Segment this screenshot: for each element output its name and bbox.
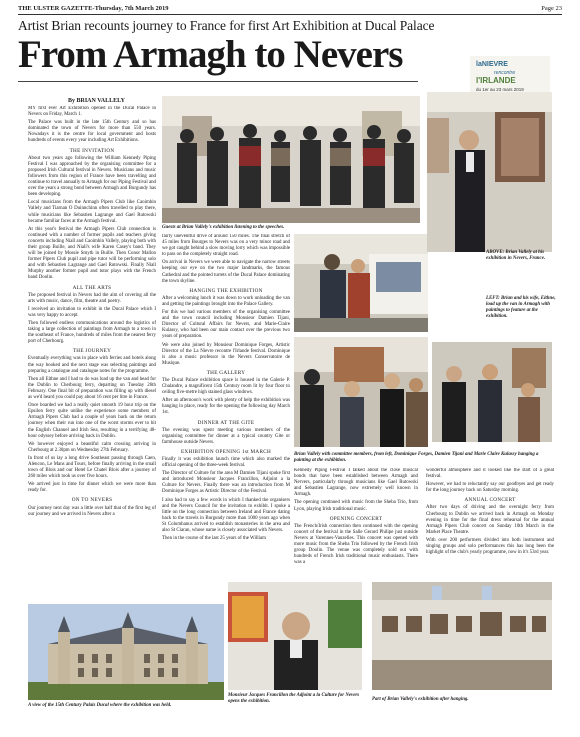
paragraph: Then all Eithne and I had to do was load up the van and head for the Dublin to Cherbourg ferry, departing on Tuesday 26th February. One final bit of preparation was filling up with diesel as we'd heard you could pay about 16 cent per litre in France. [28, 376, 156, 401]
section-heading: OPENING CONCERT [329, 515, 383, 522]
masthead-page-number: Page 23 [541, 5, 562, 12]
article-column-3 [294, 468, 418, 590]
section-heading: ON TO NEVERS [71, 497, 113, 504]
paragraph: Finally it was exhibition launch time which also marked the official opening of the three-week festival. [162, 457, 290, 469]
paragraph: The Director of Culture for the area M Damien Tijani spoke first and introduced Monsieur Jacques Francillon, Adjoint a la Culture for Nevers. Finally there was an introduction from M Dominique Forges as Artistic Director of the Festival. [162, 471, 290, 495]
headline-rule [18, 81, 418, 82]
paragraph: The Palace was built in the late 15th Century and so has dominated the town of Nevers for more than 550 years. Nowadays it is the centre for local government and hosts hundreds of events every year including Art Exhibitions. [28, 120, 156, 144]
photo-brian-exhibition [427, 92, 552, 252]
poster-dates: du 1er au 23 mars 2019 [476, 87, 524, 92]
photo-ducal-palace [28, 604, 224, 700]
paragraph: fairly uneventful drive of around 150 miles. The final stretch of 45 miles from Bourges to Nevers was on a very minor road and we got caught behind a slow moving lorry which was impossible to pass on the completely straight road. [162, 234, 290, 258]
photo-van-loading [294, 234, 428, 332]
section-heading: EXHIBITION OPENING 1st MARCH [180, 448, 272, 455]
paragraph: Then in the course of the last 25 years of the William [162, 536, 266, 542]
paragraph: Local musicians from the Armagh Pipers Club like Caoimhin Vallely and Tiarnan O Duinnchinn often travelled to play there, while musicians like Sebastien Lagrange and Gael Rutowski became familiar faces at the Armagh festival. [28, 200, 156, 224]
section-heading: ANNUAL CONCERT [464, 497, 516, 504]
section-heading: THE INVITATION [69, 147, 115, 154]
photo-gallery [372, 582, 552, 690]
article-column-2 [162, 234, 290, 588]
caption-francillon: Monsieur Jacques Francillon the Adjoint a la Culture for Nevers opens the exhibition. [228, 693, 360, 704]
caption-palace: A view of the 15th Century Palais Ducal where the exhibition was held. [28, 703, 172, 708]
paragraph: We arrived just in time for dinner which we were more than ready for. [28, 482, 156, 494]
paragraph: I received an invitation to exhibit in the Ducal Palace which I was very happy to accept. [28, 306, 156, 318]
paragraph: Once boarded we had a really quiet smooth 19 hour trip on the Epsilon ferry quite unlike the experience some members of Armagh Pipers Club had a couple of years back on the return journey when their run into one of the worst storms ever to hit the English Channel and Irish Sea, resulting in a terrifying 48-hour odyssey before arriving back in Dublin. [28, 403, 156, 439]
caption-committee: Brian Vallely with committee members, from left, Dominique Forges, Damien Tijani and Marie Claire Kulassy hanging a painting at the exhibition. [294, 452, 539, 463]
section-heading: DINNER AT THE GITE [197, 419, 255, 426]
paragraph: MY first ever Art Exhibition opened in the Ducal Palace in Nevers on Friday, March 1. [28, 106, 156, 118]
paragraph: After two days of driving and the overnight ferry from Cherbourg to Dublin we arrived back in Armagh on Monday evening in time for the final dress rehearsal for the annual Armagh Pipers Club concert on Sunday 10th March in the Market Place Theatre. [426, 505, 554, 535]
poster-line-2: rencontre [494, 70, 516, 76]
paragraph: However, we had to reluctantly say our goodbyes and get ready for the long journey back on Saturday morning. [426, 482, 554, 494]
paragraph: After an afternoon's work with plenty of help the exhibition was hanging in place, ready for the opening the following day March 1st. [162, 398, 290, 416]
byline: By BRIAN VALLELY [68, 98, 125, 104]
paragraph: Then followed endless communications around the logistics of taking a large collection of paintings from Armagh to a town in the southeast of France, hundreds of miles from the nearest ferry port of Cherbourg. [28, 321, 156, 345]
paragraph: At this year's festival the Armagh Pipers Club connection is continued with a number of former pupils and teachers giving concerts including Niall and Caoimhin Vallely, playing both with their group Buille, and Niall's wife Karen Casey's band. They will be joined by Mossie Smyth in Buille. Then Conor Mallon former Pipers Club pupil and pipe tutor will be performing solo and with Sebastien Lagrange and Gael Rutowski. Finally Niall Murphy another former pupil and tutor plays with the French band Doolin. [28, 226, 156, 281]
paragraph: For this we had various members of the organising committee and the town council including Monsieur Damien Tijani, Director of Cultural Affairs for Nevers, and Marie-Claire Kulassy, who had been our main contact over the previous two years of preparation. [162, 310, 290, 340]
caption-above: ABOVE: Brian Vallely at his exhibition in Nevers, France. [486, 250, 546, 261]
caption-guests: Guests at Brian Vallely's exhibition listening to the speeches. [162, 225, 285, 230]
paragraph: The French/Irish connection then continued with the opening concert of the festival in the Salle Gerard Philipe just outside Nevers at Varennes-Vauzelles. This concert was opened with more music from the Sheba Trio followed by the French Irish group Doolin. The venue was completely sold out with hundreds of French Irish traditional music enthusiasts. There was a [294, 523, 418, 566]
masthead-rule [18, 14, 562, 15]
paragraph: The proposed festival in Nevers had the aim of covering all the arts with music, dance, film, theatre and poetry. [28, 292, 156, 304]
photo-francillon [228, 582, 362, 690]
article-kicker: Artist Brian recounts journey to France for first Art Exhibition at Ducal Palace [18, 18, 435, 33]
page-title: From Armagh to Nevers [18, 33, 403, 76]
paragraph: We were also joined by Monsieur Dominique Forges, Artistic Director of the La Nievre recontre l'Irlande festival. Dominique is also a music professor in the Nevers Conservatoire de Musique. [162, 342, 290, 366]
paragraph: Our journey next day was a little over half that of the first leg of our journey and we arrived in Nevers after a [28, 505, 156, 517]
paragraph: We however enjoyed a beautiful calm crossing arriving in Cherbourg at 2.30pm on Wednesday 27th February. [28, 441, 156, 453]
photo-committee [294, 337, 428, 447]
caption-gallery: Part of Brian Vallely's exhibition after hanging. [372, 697, 469, 702]
poster-line-3: l'IRLANDE [476, 76, 516, 85]
section-heading: THE GALLERY [206, 369, 246, 376]
paragraph: wonderful atmosphere and it looked like the start of a great festival. [426, 468, 554, 480]
paragraph: Eventually everything was in place with ferries and hotels along the way booked and the next stage was selecting paintings and preparing a catalogue and catalogue notes for the programme. [28, 356, 156, 374]
section-heading: THE JOURNEY [72, 348, 112, 355]
article-column-4 [426, 468, 554, 590]
article-column-1 [28, 106, 156, 594]
section-heading: ALL THE ARTS [72, 284, 112, 291]
photo-committee-portrait [432, 342, 552, 442]
photo-guests [162, 96, 420, 223]
paragraph: Kennedy Piping Festival I talked about the close musical bonds that have been established between Armagh and Nervers, particularly through musicians like Gael Rutowski and Sebastien Lagrange, now extremely well known in Armagh. [294, 468, 418, 498]
masthead [18, 4, 562, 14]
paragraph: The opening continued with music from the Sheba Trio, from Lyon, playing Irish traditional music. [294, 500, 418, 512]
paragraph: With over 200 performers divided into both instrument and singing groups and solo performances this has long been the highlight of the club's yearly programme, now in it's 53rd year. [426, 537, 554, 556]
poster-line-1: laNIEVRE [476, 61, 508, 68]
paragraph: On arrival in Nevers we were able to navigate the narrow streets keeping our eye on the two major landmarks, the famous Cathedral and the pointed turrets of the Ducal Palace dominating the town skyline. [162, 260, 290, 284]
paragraph: I also had to say a few words in which I thanked the organisers and the Nevers Council for the invitation to exhibit. I spoke a little on the long connection between Ireland and France dating back to the travels in Burgundy more than 1000 years ago when St Columbanus arrived to establish monasteries in the area and also St Ciaran, whose name is closely associated with Nevers. [162, 497, 290, 534]
paragraph: After a welcoming lunch it was down to work unloading the van and getting the paintings brought into the Palace Gallery. [162, 295, 290, 307]
masthead-paper-date: THE ULSTER GAZETTE-Thursday, 7th March 2019 [18, 5, 169, 12]
paragraph: In front of us lay a long drive Southeast passing through Caen, Alencon, Le Mans and Tours, before finally arriving in the small town of Blois and our Hotel Le Chatel Blois after a journey of 260 miles which took us over five hours. [28, 455, 156, 480]
section-heading: HANGING THE EXHIBITION [189, 287, 263, 294]
paragraph: The Ducal Palace exhibition space is housed in the Galerie P. Chalandre, a magnificent 15th Century room lit by four floor to ceiling five-metre high stained glass windows. [162, 377, 290, 396]
caption-left: LEFT: Brian and his wife, Eithne, load up the van in Armagh with paintings to feature at the exhibition. [486, 296, 556, 319]
paragraph: The evening was spent meeting various members of the organising committee for dinner at a typical country Gite or farmhouse outside Nevers. [162, 427, 290, 445]
paragraph: About two years ago following the William Kennedy Piping Festival I was approached by the organising committee for a proposed Irish Cultural festival in Nevers. Musicians and music followers from this region of France have been travelling and continue to travel annually to Armagh for our Piping Festival and over the years a strong bond between Armagh and Burgundy has been developing. [28, 155, 156, 198]
